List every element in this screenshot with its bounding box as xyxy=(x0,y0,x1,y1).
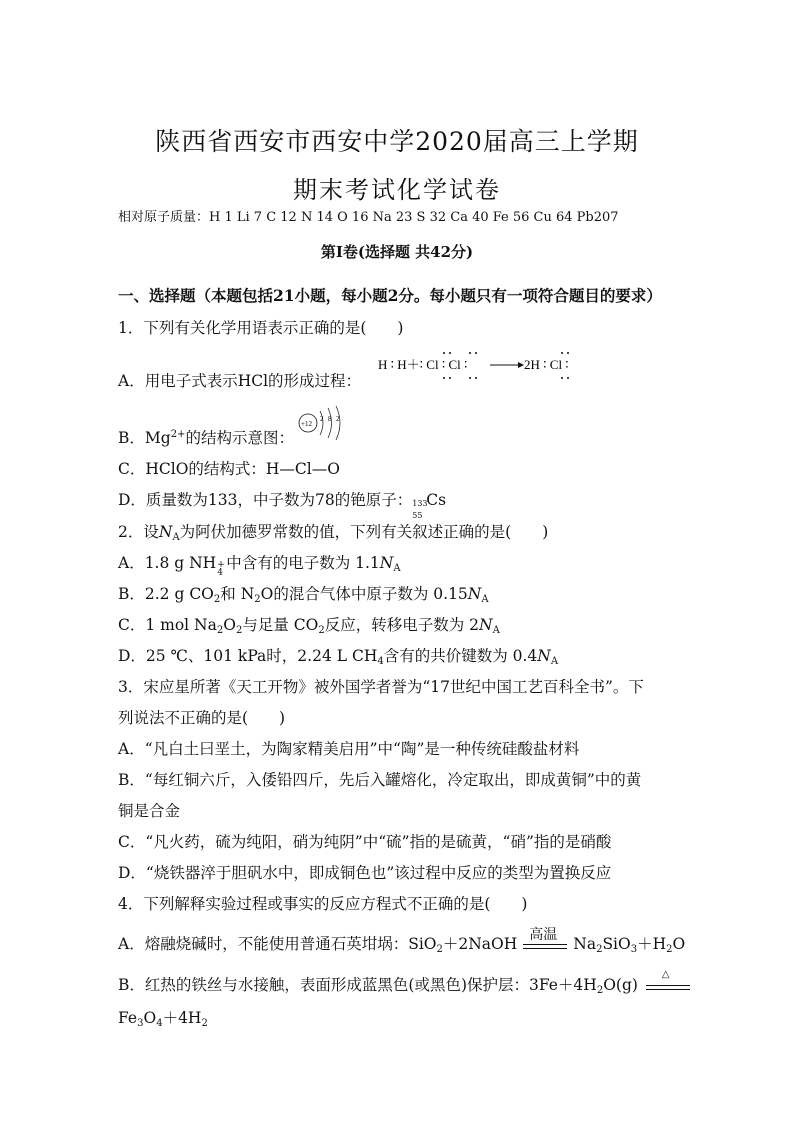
q4-a-text: A．熔融烧碱时，不能使用普通石英坩埚：SiO xyxy=(118,935,437,953)
electron-formula-right: 2H ∶ Cl ∶ xyxy=(524,357,569,372)
shell-count-2: 8 xyxy=(328,415,332,423)
mg-atom-structure-diagram xyxy=(296,405,348,441)
q2-option-d xyxy=(118,644,558,667)
heat-triangle-label: △ xyxy=(661,968,670,980)
q2-b-na-sub: A xyxy=(481,594,489,605)
h2o-sub-b: 2 xyxy=(596,985,604,996)
q3-option-c: C．“凡火药，硫为纯阳，硝为纯阴”中“硫”指的是硫黄，“硝”指的是硝酸 xyxy=(118,833,612,851)
q3-option-a: A．“凡白土曰垩土，为陶家精美启用”中“陶”是一种传统硅酸盐材料 xyxy=(118,740,580,758)
q4-option-b xyxy=(118,968,690,996)
q2-c-text: C．1 mol Na xyxy=(118,616,217,634)
q2-b-mid: 和 N xyxy=(220,585,255,603)
co2-sub-c: 2 xyxy=(318,625,325,636)
q4-stem: 4．下列解释实验过程或事实的反应方程式不正确的是( ) xyxy=(118,895,528,913)
hcl-electron-formula xyxy=(378,347,588,385)
atomic-masses: 相对原子质量：H 1 Li 7 C 12 N 14 O 16 Na 23 S 32 Ca 40 Fe 56 Cu 64 Pb207 xyxy=(118,210,619,225)
q4-a-prod: Na xyxy=(573,935,597,953)
n2o-sub: 2 xyxy=(254,594,261,605)
q1-option-a xyxy=(118,369,361,391)
q4-b-text: B．红热的铁丝与水接触，表面形成蓝黑色(或黑色)保护层：3Fe＋4H xyxy=(118,976,597,994)
q1-option-a-text: A．用电子式表示HCl的形成过程： xyxy=(118,372,362,390)
exam-title-line1: 陕西省西安市西安中学2020届高三上学期 xyxy=(155,127,639,156)
co2-sub: 2 xyxy=(213,594,221,605)
na2o2-sub-1: 2 xyxy=(216,625,224,636)
h2-sub: 2 xyxy=(201,1018,208,1029)
q1-option-b xyxy=(118,426,294,448)
q2-stem xyxy=(118,520,548,543)
q4-option-b-line2 xyxy=(118,1006,208,1029)
q2-b-na: N xyxy=(467,585,482,603)
q4-option-a xyxy=(118,926,686,955)
shell-arc-3 xyxy=(336,406,340,440)
q2-na-symbol: N xyxy=(158,523,173,541)
q1-option-b-rest: 的结构示意图： xyxy=(185,429,294,447)
fe3o4-sub-2: 4 xyxy=(156,1018,163,1029)
shell-count-3: 2 xyxy=(336,415,340,423)
q3-option-b-line2: 铜是合金 xyxy=(118,802,181,820)
na2sio3-sub-1: 2 xyxy=(596,944,603,955)
q1-option-b-text: B．Mg xyxy=(118,429,171,447)
q3-stem-line1: 3．宋应星所著《天工开物》被外国学者誉为“17世纪中国工艺百科全书”。下 xyxy=(118,678,644,696)
q2-a-na-sub: A xyxy=(393,563,401,574)
na2o2-sub-2: 2 xyxy=(235,625,243,636)
exam-title-line2: 期末考试化学试卷 xyxy=(293,176,501,204)
q2-c-na: N xyxy=(479,616,493,634)
cs-mass-number: 133 xyxy=(412,499,428,508)
sio2-sub: 2 xyxy=(436,944,443,955)
section-title: 第Ⅰ卷(选择题 共42分) xyxy=(320,243,474,261)
q1-option-d xyxy=(118,488,447,520)
q2-option-a xyxy=(118,551,401,578)
condition-label-gaowen: 高温 xyxy=(529,926,558,943)
part-title: 一、选择题（本题包括21小题，每小题2分。每小题只有一项符合题目的要求） xyxy=(118,286,662,305)
q2-c-mid2: 与足量 CO xyxy=(242,616,319,634)
q2-b-text: B．2.2 g CO xyxy=(118,585,214,603)
nucleus-charge: +12 xyxy=(301,420,312,428)
h2o-sub: 2 xyxy=(666,944,673,955)
q2-a-text: A．1.8 g NH xyxy=(118,554,217,572)
shell-count-1: 2 xyxy=(320,415,324,423)
q2-stem-pre: 2．设 xyxy=(118,523,159,541)
cs-atomic-number: 55 xyxy=(412,511,423,520)
q2-d-na-sub: A xyxy=(550,656,559,667)
q2-d-rest: 含有的共价键数为 0.4 xyxy=(383,647,538,665)
q4-b-line2-h: ＋4H xyxy=(162,1009,202,1027)
ch4-sub: 4 xyxy=(377,656,384,667)
q2-d-text: D．25 ℃、101 kPa时，2.24 L CH xyxy=(118,647,378,665)
nh4-sup: + xyxy=(217,560,225,570)
cs-symbol: Cs xyxy=(426,491,447,509)
q4-a-mid: ＋2NaOH xyxy=(442,935,518,953)
q2-a-na: N xyxy=(379,554,394,572)
q1-option-d-text: D．质量数为133，中子数为78的铯原子： xyxy=(118,491,413,509)
na2sio3-sub-2: 3 xyxy=(630,944,638,955)
nh4-sub: 4 xyxy=(217,568,223,578)
q3-stem-line2: 列说法不正确的是( ) xyxy=(118,709,286,727)
q2-c-na-sub: A xyxy=(492,625,500,636)
heat-condition xyxy=(646,968,690,990)
q4-a-prod4: O xyxy=(672,935,686,953)
q4-b-line2-fe: Fe xyxy=(118,1009,138,1027)
q2-c-mid: O xyxy=(223,616,236,634)
q2-na-sub: A xyxy=(172,532,180,543)
q4-a-prod3: ＋H xyxy=(637,935,667,953)
q2-a-rest: 中含有的电子数为 1.1 xyxy=(226,554,380,572)
q2-stem-post: 为阿伏加德罗常数的值，下列有关叙述正确的是( ) xyxy=(179,523,549,541)
high-temp-condition xyxy=(523,926,567,949)
q2-option-c xyxy=(118,613,500,636)
fe3o4-sub-1: 3 xyxy=(137,1018,144,1029)
electron-formula-left: H ∶ H＋∶ Cl ∶ Cl ∶ xyxy=(378,357,468,372)
q3-option-b-line1: B．“每红铜六斤，入倭铅四斤，先后入罐熔化，冷定取出，即成黄铜”中的黄 xyxy=(118,771,642,789)
q2-b-mid2: O的混合气体中原子数为 0.15 xyxy=(260,585,468,603)
q2-option-b xyxy=(118,582,489,605)
q4-a-prod2: SiO xyxy=(602,935,631,953)
q2-c-rest: 反应，转移电子数为 2 xyxy=(324,616,480,634)
q3-option-d: D．“烧铁器淬于胆矾水中，即成铜色也”该过程中反应的类型为置换反应 xyxy=(118,864,612,882)
q4-b-line2-o: O xyxy=(143,1009,157,1027)
q1-stem: 1．下列有关化学用语表示正确的是( ) xyxy=(118,319,404,337)
q2-d-na: N xyxy=(537,647,551,665)
mg-charge: 2+ xyxy=(170,429,186,440)
shell-arc-2 xyxy=(328,408,332,438)
q1-option-c: C．HClO的结构式：H—Cl—O xyxy=(118,460,340,478)
q4-b-mid: O(g) xyxy=(603,976,638,994)
